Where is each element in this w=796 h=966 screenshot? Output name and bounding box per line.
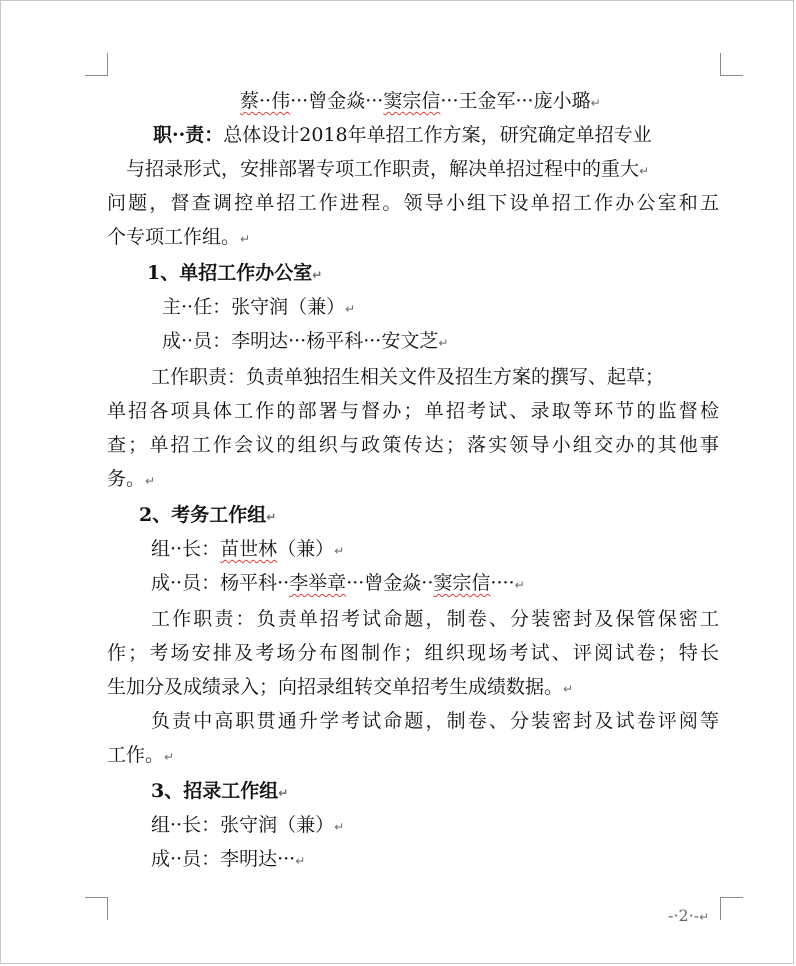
section-2-duty-line-3 xyxy=(107,670,573,704)
member-name: ···曾金焱 xyxy=(290,90,366,112)
section-1-members xyxy=(162,324,448,358)
paragraph-mark-icon: ↵ xyxy=(278,786,289,800)
paragraph-mark-icon: ↵ xyxy=(639,164,650,178)
paragraph-mark-icon: ↵ xyxy=(295,854,306,868)
section-2-duty-line-2 xyxy=(107,636,719,670)
section-3-heading xyxy=(151,774,288,808)
member-name: 窦宗信 xyxy=(433,572,491,594)
duty-text: 作；考场安排及考场分布图制作；组织现场考试、评阅试卷；特长 xyxy=(107,642,719,664)
section-1-heading xyxy=(147,256,322,290)
page-number xyxy=(668,906,709,925)
duty-label: 职··责： xyxy=(153,124,224,146)
leader-label: 组··长： xyxy=(151,538,221,560)
paragraph-mark-icon: ↵ xyxy=(312,268,323,282)
member-name: ···王金军···庞小璐 xyxy=(440,90,591,112)
section-1-duty-line-3 xyxy=(107,428,719,462)
duty-paragraph-line-3 xyxy=(107,186,719,220)
paragraph-mark-icon: ↵ xyxy=(514,578,525,592)
duty-text: 工作职责：负责单招考试命题，制卷、分装密封及保管保密工 xyxy=(151,608,719,630)
paragraph-mark-icon: ↵ xyxy=(266,510,277,524)
paragraph-mark-icon: ↵ xyxy=(334,544,345,558)
section-2-members xyxy=(151,566,525,600)
heading-text: 3、招录工作组 xyxy=(151,780,279,802)
duty-text: 问题，督查调控单招工作进程。领导小组下设单招工作办公室和五 xyxy=(107,192,719,214)
paragraph-mark-icon: ↵ xyxy=(345,302,356,316)
paragraph-mark-icon: ↵ xyxy=(145,474,156,488)
member-name: 蔡··伟 xyxy=(240,90,291,112)
duty-text: 单招各项具体工作的部署与督办；单招考试、录取等环节的监督检 xyxy=(107,400,719,422)
paragraph-mark-icon: ↵ xyxy=(563,682,574,696)
duty-text: 工作。 xyxy=(107,744,165,766)
duty-text: 查；单招工作会议的组织与政策传达；落实领导小组交办的其他事 xyxy=(107,434,719,456)
paragraph-mark-icon: ↵ xyxy=(334,820,345,834)
duty-text: 工作职责：负责单独招生相关文件及招生方案的撰写、起草； xyxy=(151,366,665,388)
section-2-extra-line-1 xyxy=(151,704,719,738)
section-1-director xyxy=(162,290,355,324)
members-label: 成··员：杨平科·· xyxy=(151,572,290,594)
page-number-text: -·2·- xyxy=(668,906,700,925)
duty-text: 负责中高职贯通升学考试命题，制卷、分装密封及试卷评阅等 xyxy=(151,710,719,732)
members-text: 成··员：李明达···杨平科···安文芝 xyxy=(162,330,439,352)
crop-mark-bottom-left xyxy=(85,897,108,920)
paragraph-mark-icon: ↵ xyxy=(438,336,449,350)
paragraph-mark-icon: ↵ xyxy=(699,910,710,924)
members-text: 成··员：李明达··· xyxy=(151,848,296,870)
crop-mark-bottom-right xyxy=(720,897,743,920)
duty-paragraph-line-1 xyxy=(153,118,719,152)
leader-members-line xyxy=(240,84,601,118)
member-name: 李举章 xyxy=(289,572,347,594)
trailing-dots: ···· xyxy=(490,572,515,594)
duty-text: 总体设计2018年单招工作方案，研究确定单招专业 xyxy=(223,124,652,146)
section-1-duty-line-4 xyxy=(107,462,155,496)
member-name: 窦宗信 xyxy=(383,90,441,112)
paragraph-mark-icon: ↵ xyxy=(240,232,251,246)
section-1-duty-line-2 xyxy=(107,394,719,428)
duty-text: 个专项工作组。 xyxy=(107,226,241,248)
heading-text: 2、考务工作组 xyxy=(139,504,267,526)
leader-text: 组··长：张守润（兼） xyxy=(151,814,335,836)
heading-text: 1、单招工作办公室 xyxy=(147,262,313,284)
duty-text: 与招录形式，安排部署专项工作职责，解决单招过程中的重大 xyxy=(126,158,640,180)
director-text: 主··任：张守润（兼） xyxy=(162,296,346,318)
section-2-leader xyxy=(151,532,344,566)
section-2-duty-line-1 xyxy=(151,602,719,636)
duty-paragraph-line-4 xyxy=(107,220,250,254)
member-name: ···曾金焱·· xyxy=(346,572,434,594)
section-3-members xyxy=(151,842,305,876)
section-3-leader xyxy=(151,808,344,842)
leader-name: 苗世林 xyxy=(220,538,278,560)
crop-mark-top-right xyxy=(720,53,743,76)
section-2-heading xyxy=(139,498,276,532)
crop-mark-top-left xyxy=(85,53,108,76)
paragraph-mark-icon: ↵ xyxy=(164,750,175,764)
section-1-duty-line-1 xyxy=(151,360,719,394)
section-2-extra-line-2 xyxy=(107,738,174,772)
leader-suffix: （兼） xyxy=(277,538,335,560)
duty-text: 务。 xyxy=(107,468,146,490)
paragraph-mark-icon: ↵ xyxy=(590,96,601,110)
duty-paragraph-line-2 xyxy=(126,152,649,186)
name-separator: ··· xyxy=(365,90,384,112)
duty-text: 生加分及成绩录入；向招录组转交单招考生成绩数据。 xyxy=(107,676,564,698)
